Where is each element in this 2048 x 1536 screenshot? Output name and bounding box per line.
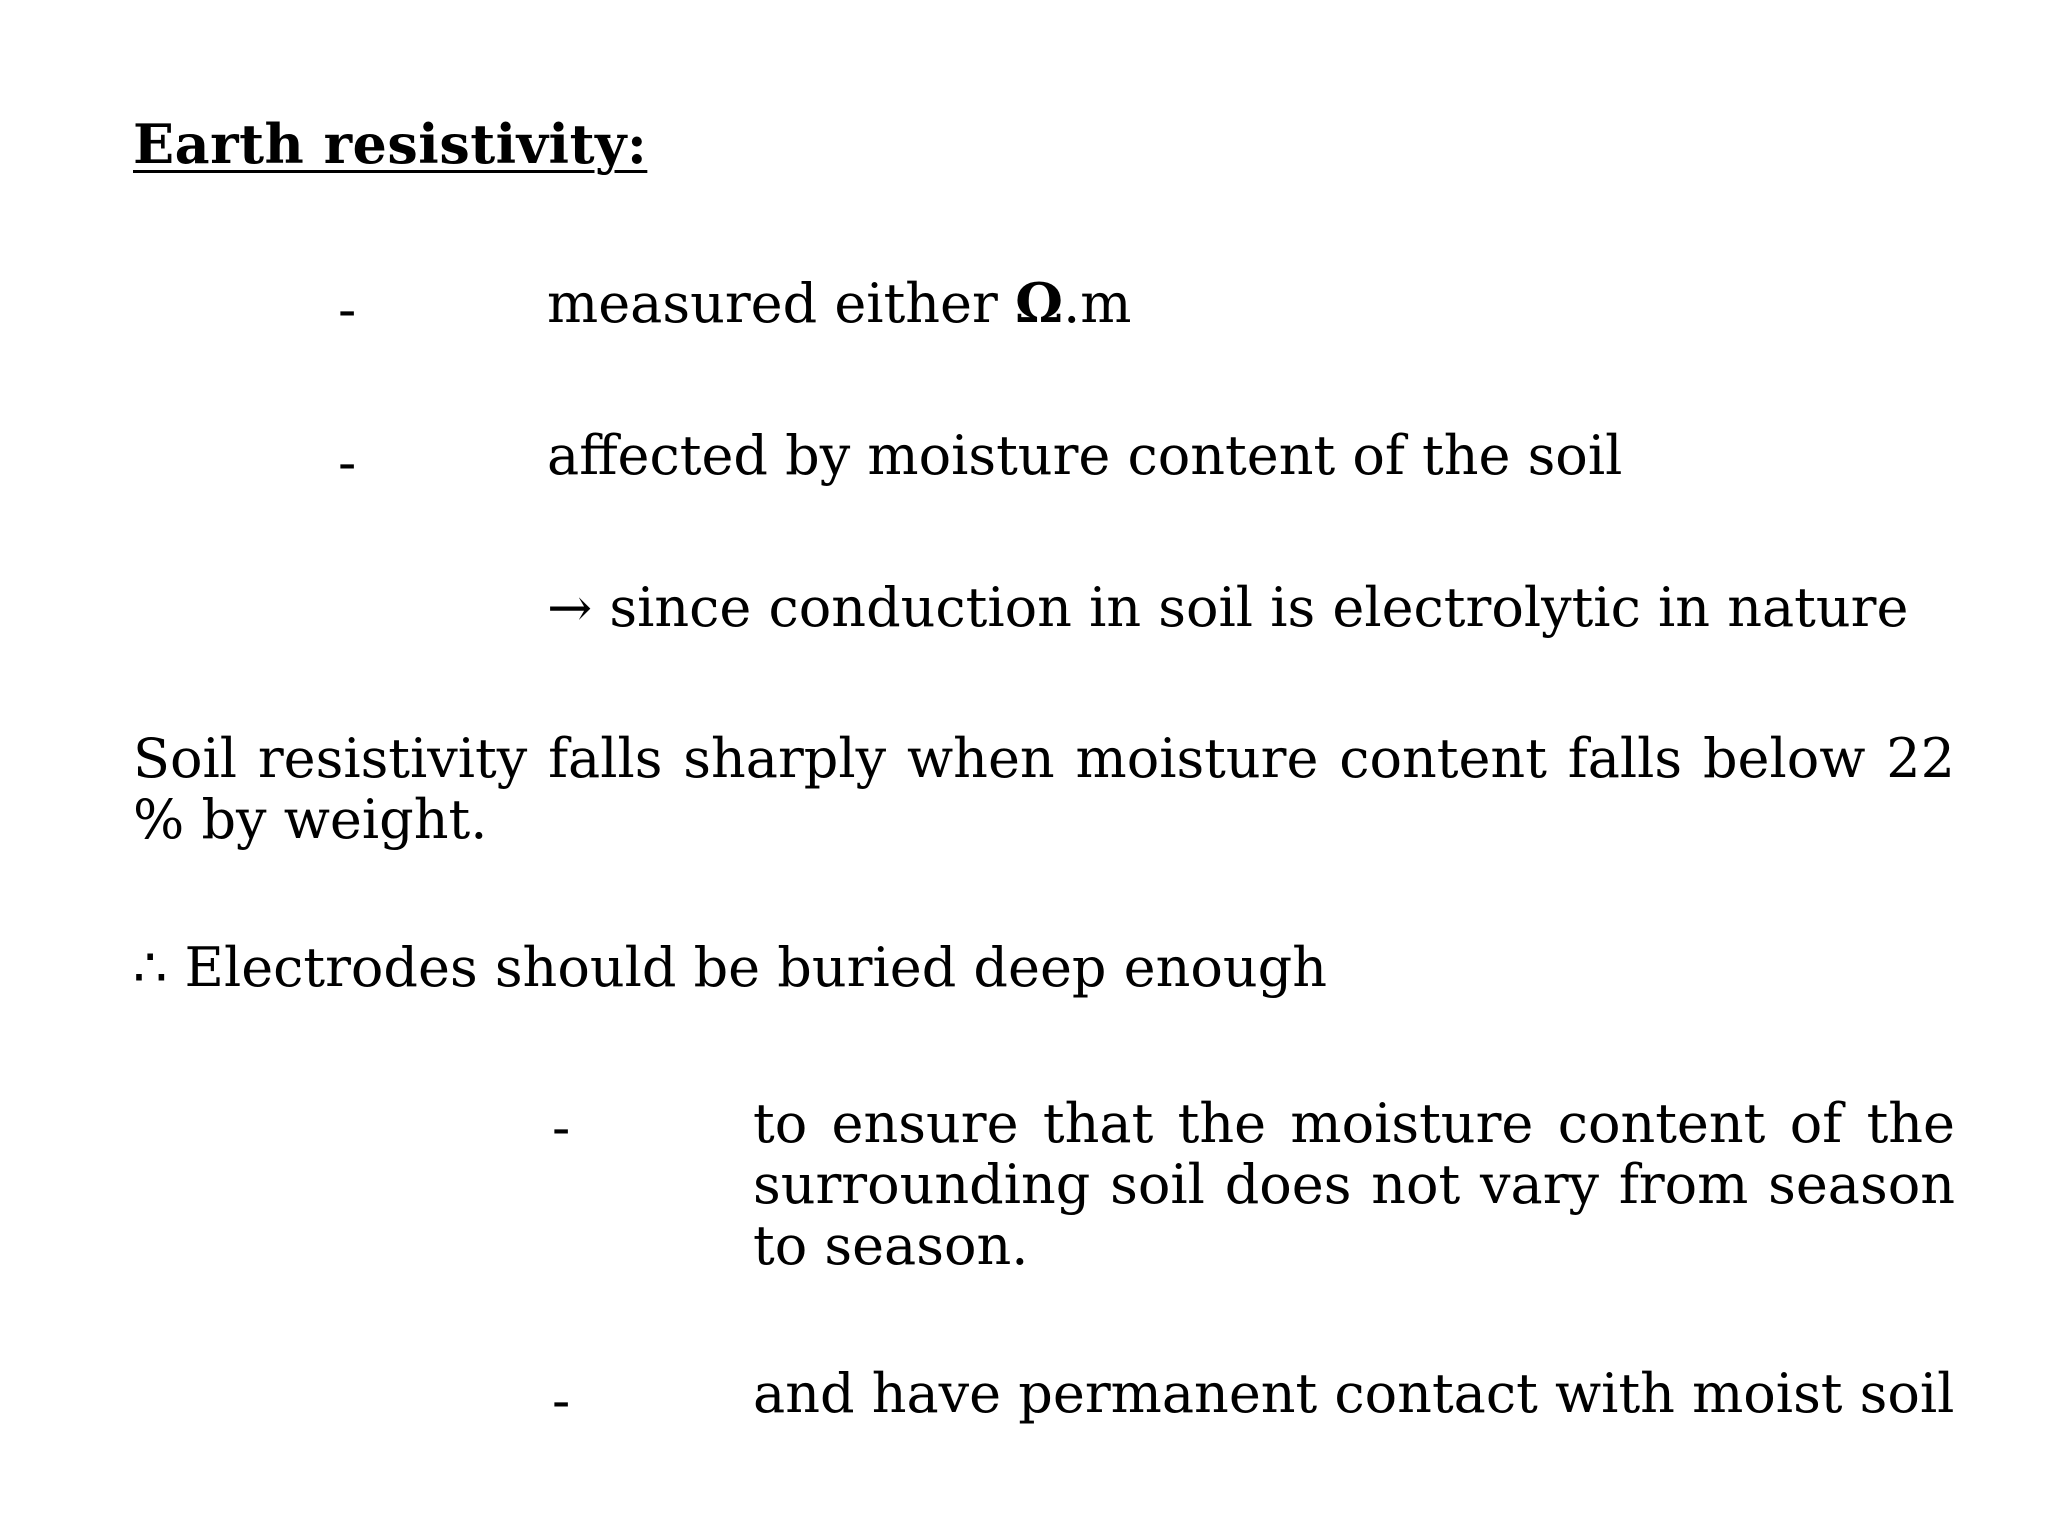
bullet-text: measured either — [547, 272, 1015, 335]
omega-symbol: Ω — [1015, 271, 1064, 335]
sub-bullet-dash: - — [552, 1369, 571, 1432]
bullet-unit: .m — [1063, 272, 1132, 335]
bullet-moisture: affected by moisture content of the soil — [547, 424, 1623, 487]
sub-bullet-season: to ensure that the moisture content of the surrounding soil does not vary from season to season. — [753, 1092, 1955, 1277]
sub-bullet-contact: and have permanent contact with moist soil — [753, 1362, 1955, 1425]
bullet-measured — [547, 271, 1132, 335]
arrow-note: → since conduction in soil is electrolytic in nature — [547, 576, 1909, 639]
bullet-dash: - — [338, 278, 357, 341]
therefore-line: ∴ Electrodes should be buried deep enough — [133, 936, 1328, 999]
body-paragraph: Soil resistivity falls sharply when moisture content falls below 22 % by weight. — [133, 727, 1955, 851]
page-title: Earth resistivity: — [133, 112, 648, 176]
bullet-dash: - — [338, 431, 357, 494]
sub-bullet-dash: - — [552, 1096, 571, 1159]
